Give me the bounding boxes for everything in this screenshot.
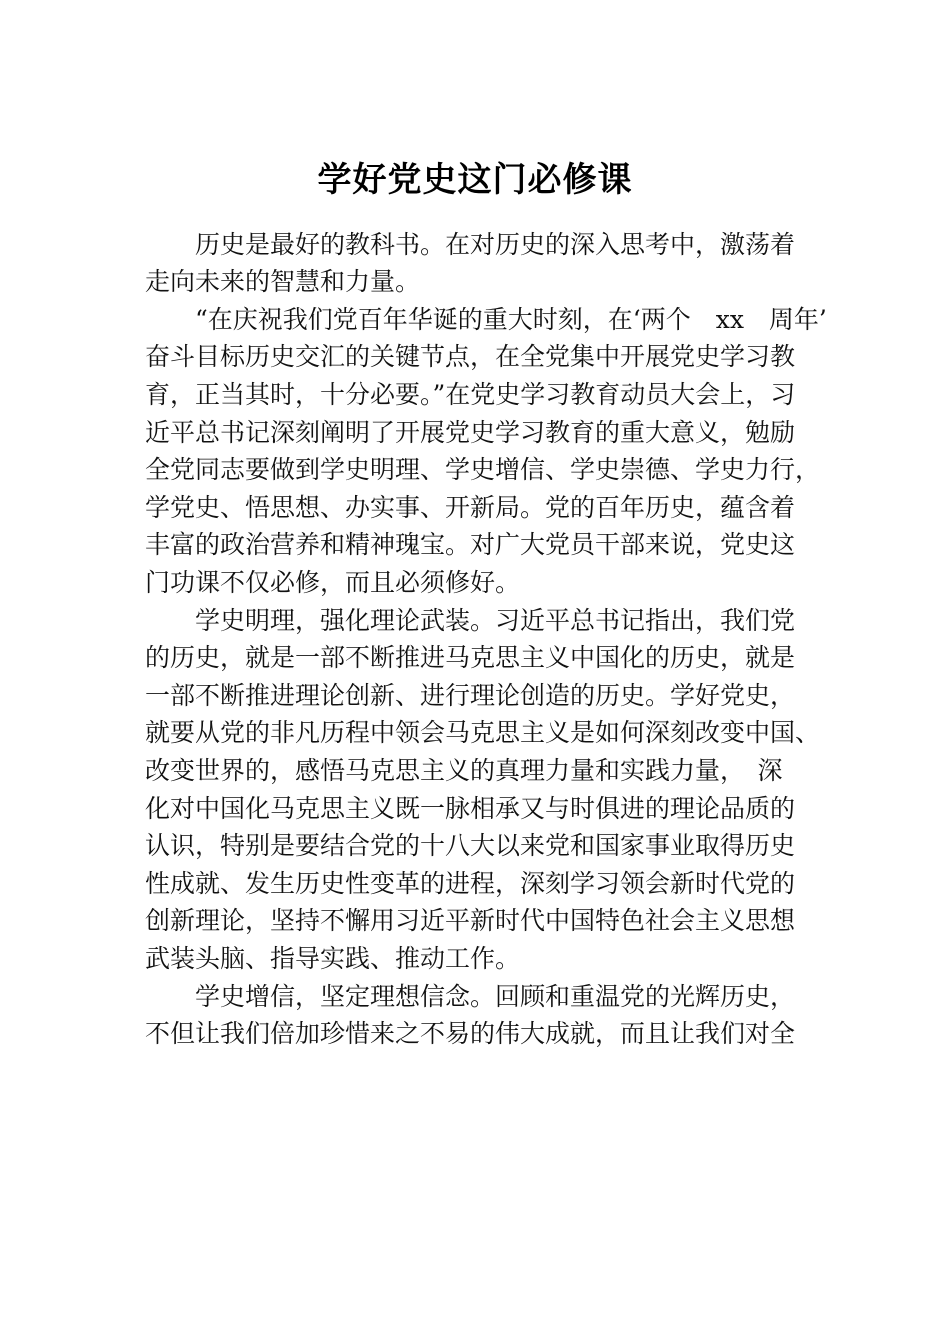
text-line: 学史明理，强化理论武装。习近平总书记指出，我们党 [195, 606, 796, 635]
text-line: 改变世界的，感悟马克思主义的真理力量和实践力量， 深 [145, 756, 783, 785]
text-line: 育，正当其时，十分必要。”在党史学习教育动员大会上，习 [145, 380, 796, 409]
text-line: “在庆祝我们党百年华诞的重大时刻，在‘两个 xx 周年’ [195, 305, 827, 334]
text-line: 化对中国化马克思主义既一脉相承又与时俱进的理论品质的 [145, 794, 796, 823]
text-line: 的历史，就是一部不断推进马克思主义中国化的历史，就是 [145, 643, 796, 672]
text-line: 一部不断推进理论创新、进行理论创造的历史。学好党史， [145, 681, 796, 710]
text-line: 全党同志要做到学史明理、学史增信、学史崇德、学史力行， [145, 455, 821, 484]
text-line: 创新理论，坚持不懈用习近平新时代中国特色社会主义思想 [145, 906, 796, 935]
text-line: 性成就、发生历史性变革的进程，深刻学习领会新时代党的 [145, 869, 796, 898]
text-line: 走向未来的智慧和力量。 [145, 267, 421, 296]
text-line: 历史是最好的教科书。在对历史的深入思考中，激荡着 [195, 230, 796, 259]
text-line: 学党史、悟思想、办实事、开新局。党的百年历史，蕴含着 [145, 493, 796, 522]
text-line: 认识，特别是要结合党的十八大以来党和国家事业取得历史 [145, 831, 796, 860]
text-line: 门功课不仅必修，而且必须修好。 [145, 568, 521, 597]
document-title: 学好党史这门必修课 [317, 160, 633, 200]
text-line: 近平总书记深刻阐明了开展党史学习教育的重大意义，勉励 [145, 418, 796, 447]
text-line: 不但让我们倍加珍惜来之不易的伟大成就，而且让我们对全 [145, 1019, 796, 1048]
text-line: 奋斗目标历史交汇的关键节点，在全党集中开展党史学习教 [145, 342, 796, 371]
text-line: 武装头脑、指导实践、推动工作。 [145, 944, 521, 973]
text-line: 学史增信，坚定理想信念。回顾和重温党的光辉历史， [195, 982, 796, 1011]
text-line: 丰富的政治营养和精神瑰宝。对广大党员干部来说，党史这 [145, 530, 796, 559]
text-line: 就要从党的非凡历程中领会马克思主义是如何深刻改变中国、 [145, 718, 821, 747]
